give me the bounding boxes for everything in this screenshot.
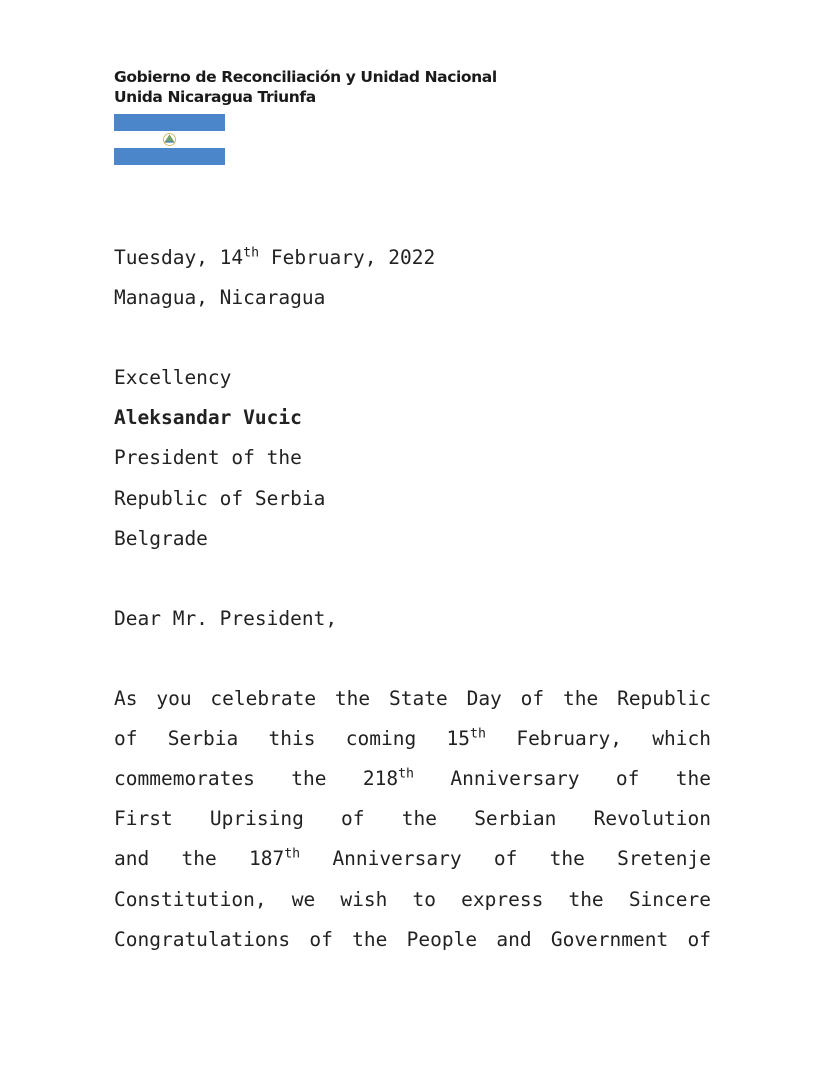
body-line-5: and the 187th Anniversary of the Sretenje: [114, 847, 711, 871]
recipient-honorific: Excellency: [114, 366, 232, 390]
recipient-position-line2: Republic of Serbia: [114, 486, 326, 510]
body-line-6: Constitution, we wish to express the Sincere: [114, 887, 711, 911]
body-line-3: commemorates the 218th Anniversary of the: [114, 766, 711, 791]
body-line-7: Congratulations of the People and Government of: [114, 927, 711, 951]
nicaragua-flag: [114, 114, 225, 165]
body-line-1: As you celebrate the State Day of the Republic: [114, 687, 711, 711]
recipient-city: Belgrade: [114, 526, 208, 550]
letter-place: Managua, Nicaragua: [114, 286, 326, 310]
recipient-name: Aleksandar Vucic: [114, 406, 302, 430]
body-line-2: of Serbia this coming 15th February, which: [114, 726, 711, 751]
letter-body: [114, 238, 711, 960]
recipient-position-line1: President of the: [114, 446, 302, 470]
letterhead-slogan: Unida Nicaragua Triunfa: [114, 88, 316, 106]
body-line-4: First Uprising of the Serbian Revolution: [114, 807, 711, 831]
greeting: Dear Mr. President,: [114, 606, 338, 630]
letterhead: [114, 67, 497, 107]
letter-date: Tuesday, 14th February, 2022: [114, 245, 436, 269]
letterhead-government-name: Gobierno de Reconciliación y Unidad Nacional: [114, 68, 497, 86]
